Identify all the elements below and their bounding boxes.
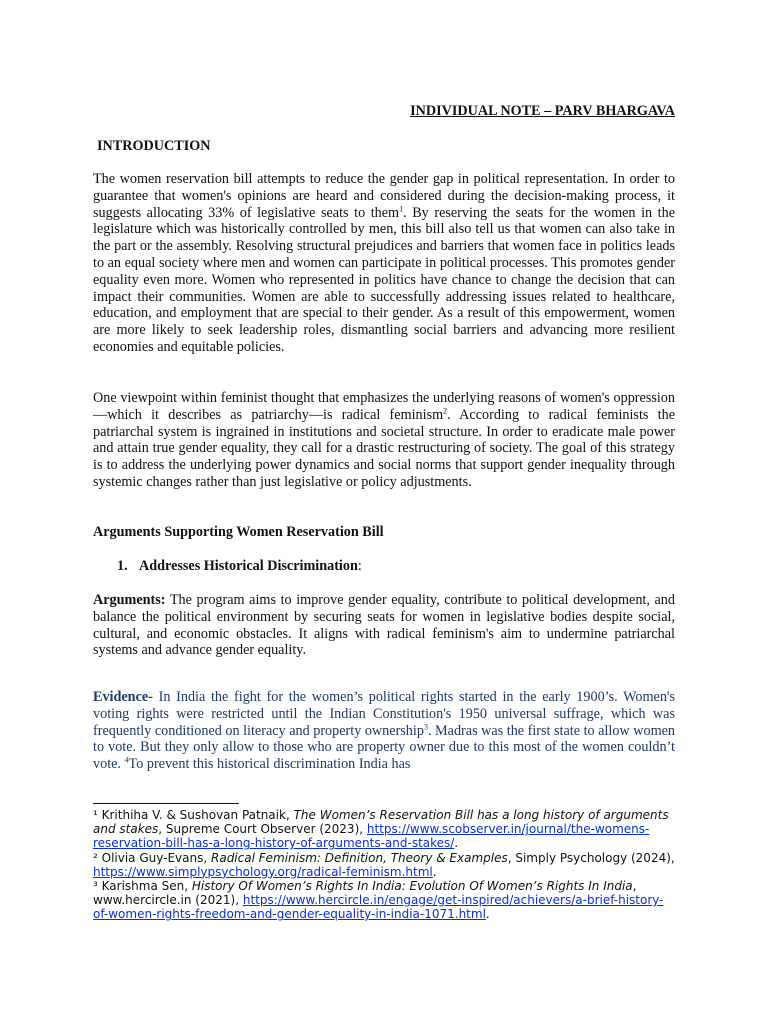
footnote-end: . <box>454 836 459 851</box>
list-item-suffix: : <box>357 558 362 574</box>
footnote-title: The Women’s Reservation Bill has a long history of arguments and stakes <box>93 808 669 837</box>
footnote-3 <box>93 879 675 922</box>
footnote-author: Krithiha V. & Sushovan Patnaik, <box>97 808 294 822</box>
footnote-link[interactable]: https://www.simplypsychology.org/radical-feminism.html <box>93 864 433 879</box>
introduction-heading: INTRODUCTION <box>97 138 211 154</box>
evidence-text-c: To prevent this historical discrimination India has <box>128 756 411 773</box>
footnotes <box>93 808 675 922</box>
footnote-2 <box>93 851 675 879</box>
footnote-link[interactable]: https://www.scobserver.in/journal/the-womens-reservation-bill-has-a-long-history-of-arguments-and-stakes/ <box>93 822 650 851</box>
introduction-paragraph <box>93 171 675 356</box>
footnote-link[interactable]: https://www.hercircle.in/engage/get-inspired/achievers/a-brief-history-of-women-rights-freedom-and-gender-equality-in-india-1071.html <box>93 893 664 922</box>
footnote-ref-3[interactable]: 3 <box>423 721 428 731</box>
footnote-separator <box>93 803 239 804</box>
arguments-text: The program aims to improve gender equality, contribute to political development, and balance the political environment by securing seats for women in legislative bodies despite social, cultural, and economic obstacles. It aligns with radical feminism's aim to undermine patriarchal systems and advance gender equality. <box>93 592 675 659</box>
footnote-marker: ¹ <box>93 808 98 822</box>
footnote-author: Karishma Sen, <box>97 879 192 894</box>
footnote-ref-1[interactable]: 1 <box>399 203 404 213</box>
p1-text-b: . By reserving the seats for the women in the legislature which was historically controlled by men, this bill also tell us that women can also take in the part or the assembly. Resolving structural prejudices and barriers that women face in politics leads to an equal society where men and women can participate in political processes. This promotes gender equality even more. Women who represented in politics have chance to change the decision that can impact their communities. Women are able to successfully addressing issues related to healthcare, education, and employment that are special to their gender. As a result of this empowerment, women are more likely to seek leadership roles, dismantling social barriers and advancing more resilient economies and equitable policies. <box>93 204 676 355</box>
footnote-source: , Simply Psychology (2024), <box>507 850 675 865</box>
footnote-title: History Of Women’s Rights In India: Evolution Of Women’s Rights In India <box>191 879 633 894</box>
list-number: 1. <box>117 558 128 574</box>
footnote-1 <box>93 808 675 851</box>
footnote-source: , Supreme Court Observer (2023), <box>158 822 367 837</box>
page-title: INDIVIDUAL NOTE – PARV BHARGAVA <box>410 103 675 119</box>
footnote-end: . <box>432 864 437 879</box>
arguments-paragraph <box>93 592 675 659</box>
footnote-ref-2[interactable]: 2 <box>443 406 448 416</box>
footnote-marker: ² <box>93 850 98 865</box>
footnote-author: Olivia Guy-Evans, <box>97 850 211 865</box>
arguments-lead: Arguments: <box>93 592 166 608</box>
evidence-text-b: . Madras was the first state to allow women to vote. But they only allow to those who are property owner due to this most of the women couldn’t vote. <box>93 722 675 773</box>
list-item-label: Addresses Historical Discrimination <box>139 558 358 574</box>
arguments-heading: Arguments Supporting Women Reservation Bill <box>93 524 384 540</box>
p1-text-a: The women reservation bill attempts to reduce the gender gap in political representation. In order to guarantee that women's opinions are heard and considered during the decision-making process, it suggests allocating 33% of legislative seats to them <box>93 171 675 221</box>
p2-text-a: One viewpoint within feminist thought that emphasizes the underlying reasons of women's oppression—which it describes as patriarchy—is radical feminism <box>93 390 675 423</box>
p2-text-b: . According to radical feminists the patriarchal system is ingrained in institutions and societal structure. In order to eradicate male power and attain true gender equality, they call for a drastic restructuring of society. The goal of this strategy is to address the underlying power dynamics and social norms that support gender inequality through systemic changes rather than just legislative or policy adjustments. <box>93 406 675 490</box>
evidence-paragraph <box>93 689 675 773</box>
footnote-title: Radical Feminism: Definition, Theory & Examples <box>211 850 508 865</box>
footnote-source: , www.hercircle.in (2021), <box>93 879 637 908</box>
radical-feminism-paragraph <box>93 390 675 491</box>
footnote-marker: ³ <box>93 879 98 894</box>
evidence-text-a: In India the fight for the women’s political rights started in the early 1900’s. Women's voting rights were restricted until the Indian Constitution's 1950 universal suffrage, which was frequently conditioned on literacy and property ownership <box>93 689 675 739</box>
list-item-historical-discrimination <box>117 558 362 575</box>
footnote-ref-4[interactable]: 4 <box>124 755 129 765</box>
evidence-lead: Evidence- <box>93 689 153 705</box>
footnote-end: . <box>485 907 490 922</box>
